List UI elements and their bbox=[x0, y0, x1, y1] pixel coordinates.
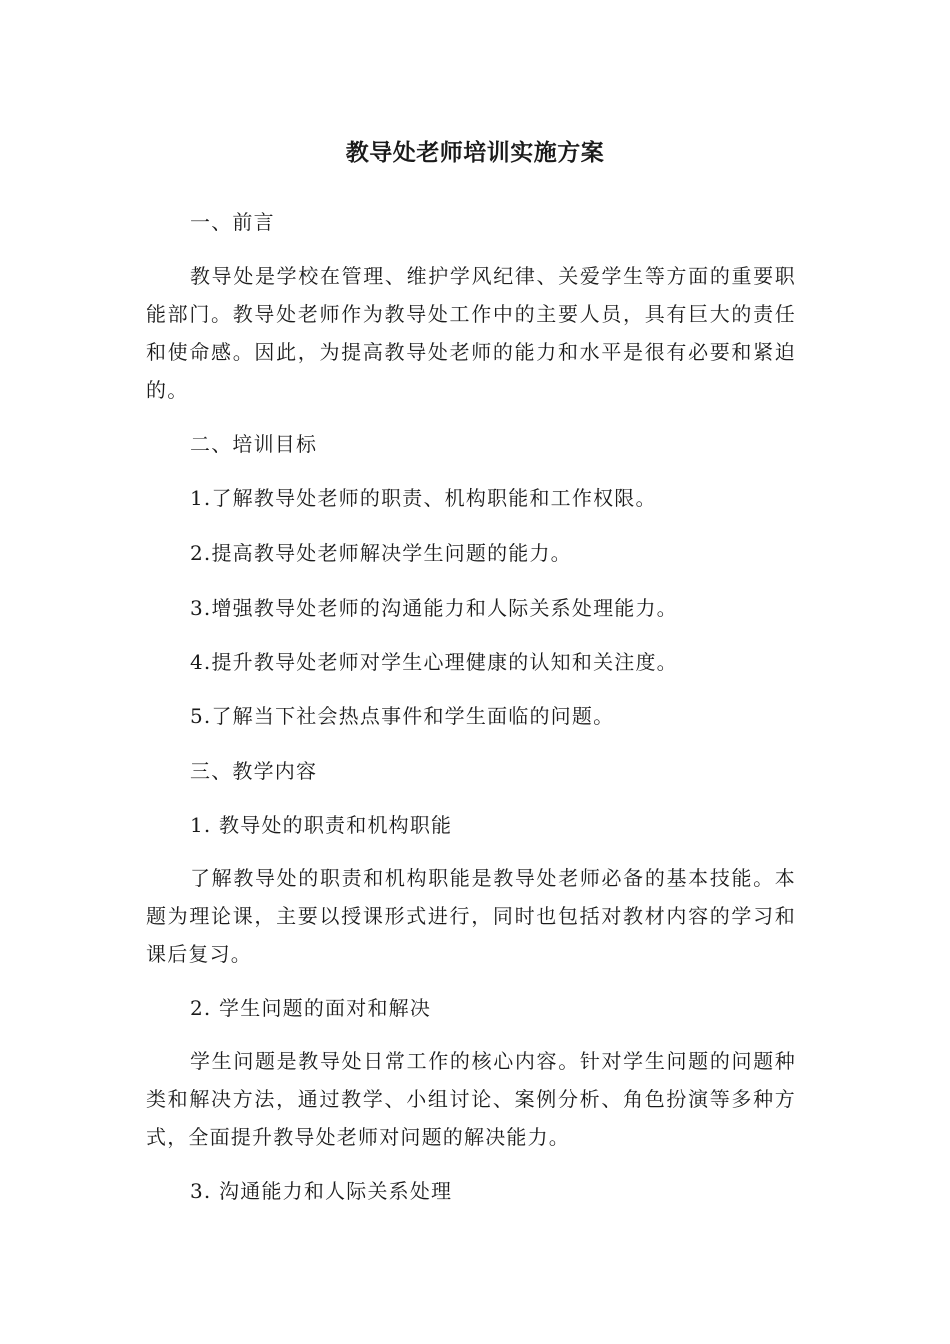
goal-item: 3.增强教导处老师的沟通能力和人际关系处理能力。 bbox=[190, 596, 678, 620]
section-heading-content: 三、教学内容 bbox=[190, 759, 318, 783]
content-item-paragraph: 了解教导处的职责和机构职能是教导处老师必备的基本技能。本题为理论课，主要以授课形式进行，同时也包括对教材内容的学习和课后复习。 bbox=[146, 866, 796, 966]
section-heading-goals: 二、培训目标 bbox=[190, 432, 318, 456]
section-heading-preface: 一、前言 bbox=[190, 210, 275, 234]
content-item-paragraph: 学生问题是教导处日常工作的核心内容。针对学生问题的问题种类和解决方法，通过教学、小组讨论、案例分析、角色扮演等多种方式，全面提升教导处老师对问题的解决能力。 bbox=[146, 1049, 796, 1149]
goal-item: 4.提升教导处老师对学生心理健康的认知和关注度。 bbox=[190, 650, 678, 674]
goal-item: 1.了解教导处老师的职责、机构职能和工作权限。 bbox=[190, 486, 657, 510]
goal-item: 2.提高教导处老师解决学生问题的能力。 bbox=[190, 541, 572, 565]
document-title: 教导处老师培训实施方案 bbox=[345, 140, 605, 166]
goal-item: 5.了解当下社会热点事件和学生面临的问题。 bbox=[190, 704, 615, 728]
content-item-heading: 3. 沟通能力和人际关系处理 bbox=[190, 1179, 453, 1203]
preface-paragraph: 教导处是学校在管理、维护学风纪律、关爱学生等方面的重要职能部门。教导处老师作为教导处工作中的主要人员，具有巨大的责任和使命感。因此，为提高教导处老师的能力和水平是很有必要和紧迫的。 bbox=[146, 264, 796, 402]
content-item-heading: 2. 学生问题的面对和解决 bbox=[190, 996, 432, 1020]
content-item-heading: 1. 教导处的职责和机构职能 bbox=[190, 813, 453, 837]
